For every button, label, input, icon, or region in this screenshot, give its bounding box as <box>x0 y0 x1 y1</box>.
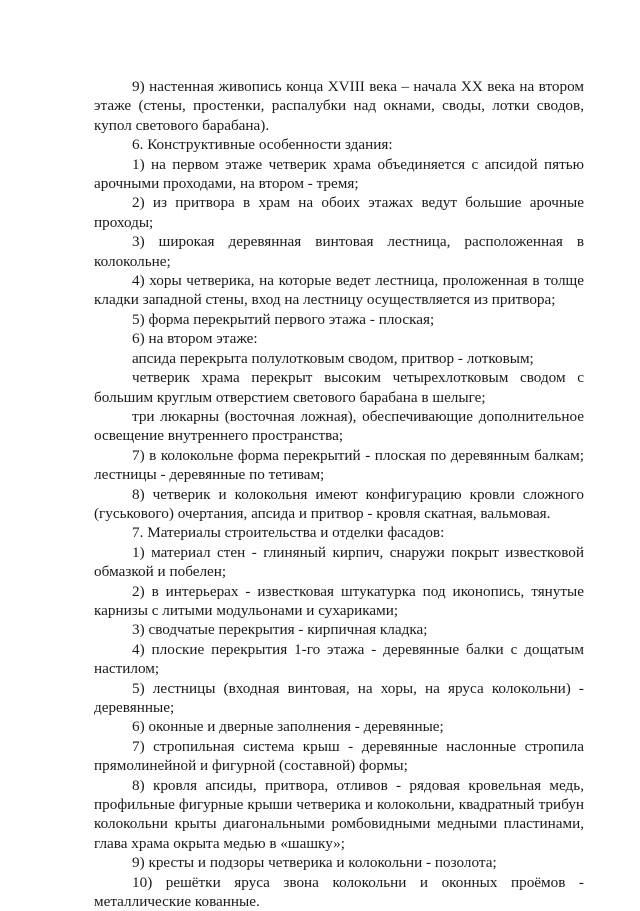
paragraph: 2) из притвора в храм на обоих этажах ведут большие арочные проходы; <box>94 194 584 231</box>
paragraph: три люкарны (восточная ложная), обеспечивающие дополнительное освещение внутреннего пространства; <box>94 407 584 445</box>
paragraph: 4) плоские перекрытия 1-го этажа - деревянные балки с дощатым настилом; <box>94 640 584 678</box>
paragraph: 7) стропильная система крыш - деревянные наслонные стропила прямолинейной и фигурной (составной) формы; <box>94 737 584 775</box>
paragraph: 8) кровля апсиды, притвора, отливов - рядовая кровельная медь, профильные фигурные крыши четверика и колокольни, квадратный трибун колокольни крыты диагональными ромбовидными медными пластинами, глава храма окрыта медью в «шашку»; <box>94 776 584 852</box>
section-heading: 6. Конструктивные особенности здания: <box>132 136 393 154</box>
paragraph: 2) в интерьерах - известковая штукатурка под иконопись, тянутые карнизы с литыми модульонами и сухариками; <box>94 582 584 619</box>
paragraph: 1) на первом этаже четверик храма объединяется с апсидой пятью арочными проходами, на втором - тремя; <box>94 155 584 193</box>
paragraph: 1) материал стен - глиняный кирпич, снаружи покрыт известковой обмазкой и побелен; <box>94 543 584 581</box>
body-text <box>94 77 584 911</box>
paragraph: 5) форма перекрытий первого этажа - плоская; <box>132 310 435 328</box>
paragraph: апсида перекрыта полулотковым сводом, притвор - лотковым; <box>132 349 534 367</box>
section-heading: 7. Материалы строительства и отделки фасадов: <box>132 524 445 542</box>
paragraph: 4) хоры четверика, на которые ведет лестница, проложенная в толще кладки западной стены, вход на лестницу осуществляется из притвора; <box>94 272 584 309</box>
paragraph: 10) решётки яруса звона колокольни и оконных проёмов - металлические кованные. <box>94 873 584 911</box>
paragraph: 9) кресты и подзоры четверика и колокольни - позолота; <box>132 854 497 872</box>
paragraph: 3) широкая деревянная винтовая лестница, расположенная в колокольне; <box>94 233 584 270</box>
paragraph: 6) оконные и дверные заполнения - деревянные; <box>132 718 444 736</box>
paragraph: 9) настенная живопись конца XVIII века – начала XX века на втором этаже (стены, простенки, распалубки над окнами, своды, лотки сводов, купол светового барабана). <box>94 78 584 134</box>
paragraph: 5) лестницы (входная винтовая, на хоры, на яруса колокольни) - деревянные; <box>94 679 584 716</box>
paragraph: 3) сводчатые перекрытия - кирпичная кладка; <box>132 621 428 639</box>
paragraph: 7) в колокольне форма перекрытий - плоская по деревянным балкам; лестницы - деревянные по тетивам; <box>94 446 584 484</box>
paragraph: четверик храма перекрыт высоким четырехлотковым сводом с большим круглым отверстием светового барабана в шелыге; <box>94 369 584 406</box>
paragraph: 6) на втором этаже: <box>132 330 258 348</box>
paragraph: 8) четверик и колокольня имеют конфигурацию кровли сложного (гуськового) очертания, апсида и притвор - кровля скатная, вальмовая. <box>94 485 584 522</box>
